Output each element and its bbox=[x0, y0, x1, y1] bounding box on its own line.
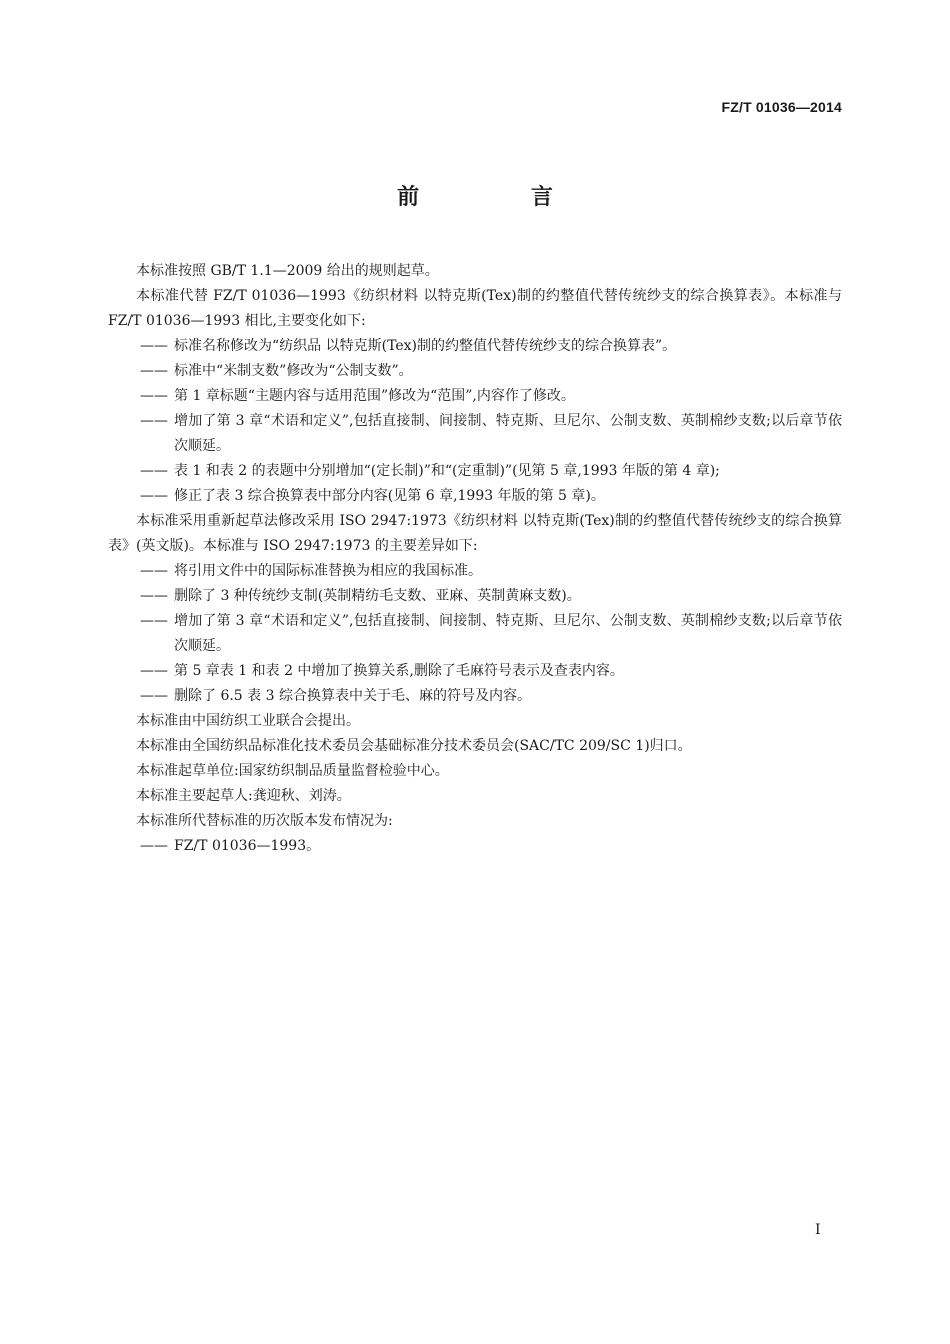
list-item-history: —— FZ/T 01036—1993。 bbox=[140, 838, 321, 854]
list-item-change: —— 表 1 和表 2 的表题中分别增加“(定长制)”和“(定重制)”(见第 5 章,1993 年版的第 4 章); bbox=[140, 463, 720, 479]
paragraph-administered-by: 本标准由全国纺织品标准化技术委员会基础标准分技术委员会(SAC/TC 209/SC 1)归口。 bbox=[136, 738, 692, 754]
list-item-change: —— 第 1 章标题“主题内容与适用范围”修改为“范围”,内容作了修改。 bbox=[140, 388, 575, 404]
standard-code: FZ/T 01036—2014 bbox=[721, 99, 842, 115]
paragraph-drafting-unit: 本标准起草单位:国家纺织制品质量监督检验中心。 bbox=[136, 763, 449, 779]
foreword-body bbox=[108, 259, 842, 859]
list-item-change: —— 标准中“米制支数”修改为“公制支数”。 bbox=[140, 363, 413, 379]
list-item-difference: —— 将引用文件中的国际标准替换为相应的我国标准。 bbox=[140, 563, 482, 579]
paragraph-history: 本标准所代替标准的历次版本发布情况为: bbox=[136, 813, 393, 829]
list-item-difference: —— 第 5 章表 1 和表 2 中增加了换算关系,删除了毛麻符号表示及查表内容。 bbox=[140, 663, 624, 679]
paragraph-proposed-by: 本标准由中国纺织工业联合会提出。 bbox=[136, 713, 360, 729]
page-title: 前 言 bbox=[397, 185, 605, 210]
list-item-change: —— 增加了第 3 章“术语和定义”,包括直接制、间接制、特克斯、旦尼尔、公制支数、英制棉纱支数;以后章节依次顺延。 bbox=[140, 413, 842, 454]
paragraph-drafters: 本标准主要起草人:龚迎秋、刘涛。 bbox=[136, 788, 351, 804]
list-item-change: —— 标准名称修改为“纺织品 以特克斯(Tex)制的约整值代替传统纱支的综合换算表”。 bbox=[140, 338, 677, 354]
list-item-difference: —— 删除了 6.5 表 3 综合换算表中关于毛、麻的符号及内容。 bbox=[140, 688, 531, 704]
paragraph-replaces: 本标准代替 FZ/T 01036—1993《纺织材料 以特克斯(Tex)制的约整值代替传统纱支的综合换算表》。本标准与 FZ/T 01036—1993 相比,主要变化如下: bbox=[108, 288, 842, 329]
list-item-difference: —— 删除了 3 种传统纱支制(英制精纺毛支数、亚麻、英制黄麻支数)。 bbox=[140, 588, 581, 604]
page-number: I bbox=[815, 1222, 821, 1238]
paragraph-drafting-rules: 本标准按照 GB/T 1.1—2009 给出的规则起草。 bbox=[136, 263, 439, 279]
paragraph-iso-adoption: 本标准采用重新起草法修改采用 ISO 2947:1973《纺织材料 以特克斯(Tex)制的约整值代替传统纱支的综合换算表》(英文版)。本标准与 ISO 2947:1973 的主要差异如下: bbox=[108, 513, 842, 554]
list-item-difference: —— 增加了第 3 章“术语和定义”,包括直接制、间接制、特克斯、旦尼尔、公制支数、英制棉纱支数;以后章节依次顺延。 bbox=[140, 613, 842, 654]
list-item-change: —— 修正了表 3 综合换算表中部分内容(见第 6 章,1993 年版的第 5 章)。 bbox=[140, 488, 605, 504]
